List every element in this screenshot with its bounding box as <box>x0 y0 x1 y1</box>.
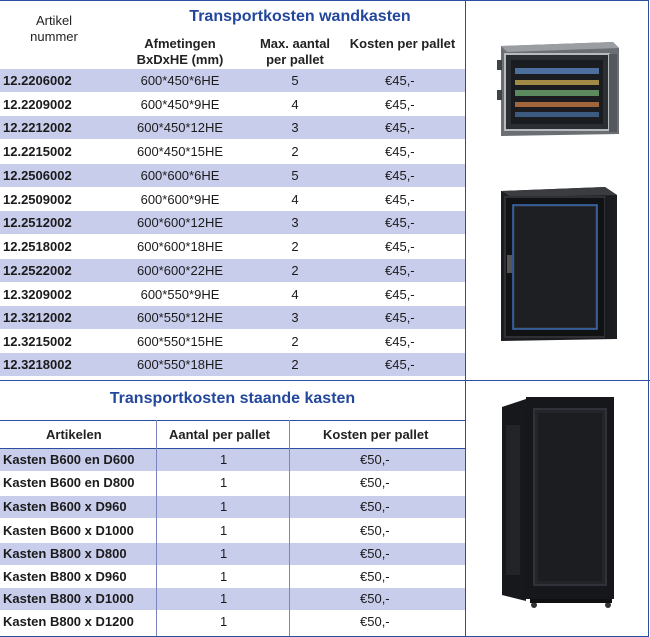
cell-kosten: €45,- <box>385 215 415 230</box>
cell-kosten: €45,- <box>385 287 415 302</box>
cell-afmeting: 600*600*9HE <box>140 192 220 207</box>
cell-artikel: 12.2212002 <box>3 120 72 135</box>
cell-kosten: €45,- <box>385 263 415 278</box>
cell-kosten: €45,- <box>385 168 415 183</box>
cell-aantal: 1 <box>220 546 228 561</box>
cell-artikel: Kasten B800 x D960 <box>3 569 127 584</box>
header-afmetingen-line2: BxDxHE (mm) <box>136 52 224 67</box>
table2-column-divider <box>156 420 157 636</box>
cell-artikel: Kasten B600 x D1000 <box>3 523 134 538</box>
cell-artikel: 12.3215002 <box>3 334 72 349</box>
cell-afmeting: 600*600*18HE <box>136 239 224 254</box>
cell-afmeting: 600*550*9HE <box>140 287 220 302</box>
staande-title: Transportkosten staande kasten <box>109 390 356 407</box>
table2-column-divider <box>289 420 290 636</box>
cell-aantal: 1 <box>220 523 228 538</box>
cell-aantal: 1 <box>220 569 228 584</box>
table-row <box>0 188 465 211</box>
header-aantal: Aantal per pallet <box>169 427 271 442</box>
header-max-line1: Max. aantal <box>259 36 331 51</box>
cell-artikel: 12.2518002 <box>3 239 72 254</box>
cell-kosten: €45,- <box>385 239 415 254</box>
table-row <box>0 306 465 329</box>
cell-afmeting: 600*450*6HE <box>140 73 220 88</box>
cell-afmeting: 600*450*15HE <box>136 144 224 159</box>
cell-max: 5 <box>291 168 299 183</box>
section-divider <box>0 380 650 381</box>
cell-kosten: €45,- <box>385 73 415 88</box>
cell-max: 3 <box>291 215 299 230</box>
wandkasten-title: Transportkosten wandkasten <box>189 8 411 25</box>
header-kosten: Kosten per pallet <box>349 36 456 51</box>
cell-kosten: €50,- <box>360 475 390 490</box>
cell-max: 2 <box>291 144 299 159</box>
cell-kosten: €50,- <box>360 614 390 629</box>
cell-max: 4 <box>291 192 299 207</box>
cell-max: 4 <box>291 97 299 112</box>
cell-kosten: €45,- <box>385 144 415 159</box>
cell-artikel: 12.2206002 <box>3 73 72 88</box>
table-row <box>0 259 465 282</box>
cell-max: 2 <box>291 334 299 349</box>
table2-top-border <box>0 420 465 421</box>
cell-max: 2 <box>291 357 299 372</box>
cell-kosten: €50,- <box>360 499 390 514</box>
table-row <box>0 588 465 610</box>
cell-kosten: €45,- <box>385 357 415 372</box>
header-afmetingen <box>120 36 240 68</box>
wall-cabinet-image-1 <box>495 40 625 140</box>
cell-aantal: 1 <box>220 475 228 490</box>
cell-artikel: Kasten B800 x D1200 <box>3 614 134 629</box>
cell-kosten: €45,- <box>385 334 415 349</box>
cell-kosten: €45,- <box>385 120 415 135</box>
cell-kosten: €50,- <box>360 523 390 538</box>
standing-cabinet-image <box>500 395 620 610</box>
cell-max: 2 <box>291 239 299 254</box>
table-row <box>0 611 465 633</box>
cell-artikel: 12.2209002 <box>3 97 72 112</box>
table-row <box>0 520 465 542</box>
table-row <box>0 235 465 258</box>
table-row <box>0 472 465 494</box>
cell-max: 3 <box>291 120 299 135</box>
cell-kosten: €45,- <box>385 310 415 325</box>
cell-afmeting: 600*450*9HE <box>140 97 220 112</box>
cell-afmeting: 600*600*22HE <box>136 263 224 278</box>
cell-afmeting: 600*550*18HE <box>136 357 224 372</box>
table-row <box>0 116 465 139</box>
cell-afmeting: 600*550*15HE <box>136 334 224 349</box>
cell-artikel: 12.3218002 <box>3 357 72 372</box>
table-row <box>0 449 465 471</box>
header-artikel-nummer <box>4 13 104 45</box>
table-row <box>0 69 465 92</box>
cell-kosten: €50,- <box>360 546 390 561</box>
table-row <box>0 330 465 353</box>
cell-max: 3 <box>291 310 299 325</box>
cell-artikel: 12.2506002 <box>3 168 72 183</box>
table-row <box>0 496 465 518</box>
header-afmetingen-line1: Afmetingen <box>144 36 216 51</box>
cell-artikel: 12.3209002 <box>3 287 72 302</box>
cell-artikel: Kasten B600 x D960 <box>3 499 127 514</box>
cell-artikel: 12.2512002 <box>3 215 72 230</box>
cell-kosten: €50,- <box>360 591 390 606</box>
table-row <box>0 211 465 234</box>
cell-kosten: €50,- <box>360 569 390 584</box>
wall-cabinet-image-2 <box>497 185 622 345</box>
cell-afmeting: 600*600*6HE <box>140 168 220 183</box>
cell-artikel: Kasten B800 x D800 <box>3 546 127 561</box>
cell-max: 4 <box>291 287 299 302</box>
header-artikel-line2: nummer <box>30 29 78 44</box>
cell-afmeting: 600*550*12HE <box>136 310 224 325</box>
cell-artikel: 12.3212002 <box>3 310 72 325</box>
cell-artikel: 12.2215002 <box>3 144 72 159</box>
cell-artikel: Kasten B600 en D800 <box>3 475 135 490</box>
cell-artikel: 12.2509002 <box>3 192 72 207</box>
vertical-divider <box>465 0 466 636</box>
cell-artikel: Kasten B600 en D600 <box>3 452 135 467</box>
cell-kosten: €50,- <box>360 452 390 467</box>
cell-aantal: 1 <box>220 591 228 606</box>
header-kosten-staand: Kosten per pallet <box>323 427 429 442</box>
table-row <box>0 543 465 565</box>
table-row <box>0 93 465 116</box>
table-row <box>0 566 465 588</box>
table-row <box>0 353 465 376</box>
cell-artikel: Kasten B800 x D1000 <box>3 591 134 606</box>
cell-afmeting: 600*600*12HE <box>136 215 224 230</box>
cell-max: 2 <box>291 263 299 278</box>
table-row <box>0 164 465 187</box>
table-row <box>0 283 465 306</box>
cell-kosten: €45,- <box>385 192 415 207</box>
cell-kosten: €45,- <box>385 97 415 112</box>
table-row <box>0 140 465 163</box>
header-artikelen: Artikelen <box>46 427 102 442</box>
cell-max: 5 <box>291 73 299 88</box>
header-max-line2: per pallet <box>266 52 324 67</box>
cell-aantal: 1 <box>220 499 228 514</box>
header-artikel-line1: Artikel <box>35 13 73 28</box>
cell-aantal: 1 <box>220 614 228 629</box>
header-max-aantal <box>245 36 345 68</box>
cell-aantal: 1 <box>220 452 228 467</box>
cell-afmeting: 600*450*12HE <box>136 120 224 135</box>
cell-artikel: 12.2522002 <box>3 263 72 278</box>
